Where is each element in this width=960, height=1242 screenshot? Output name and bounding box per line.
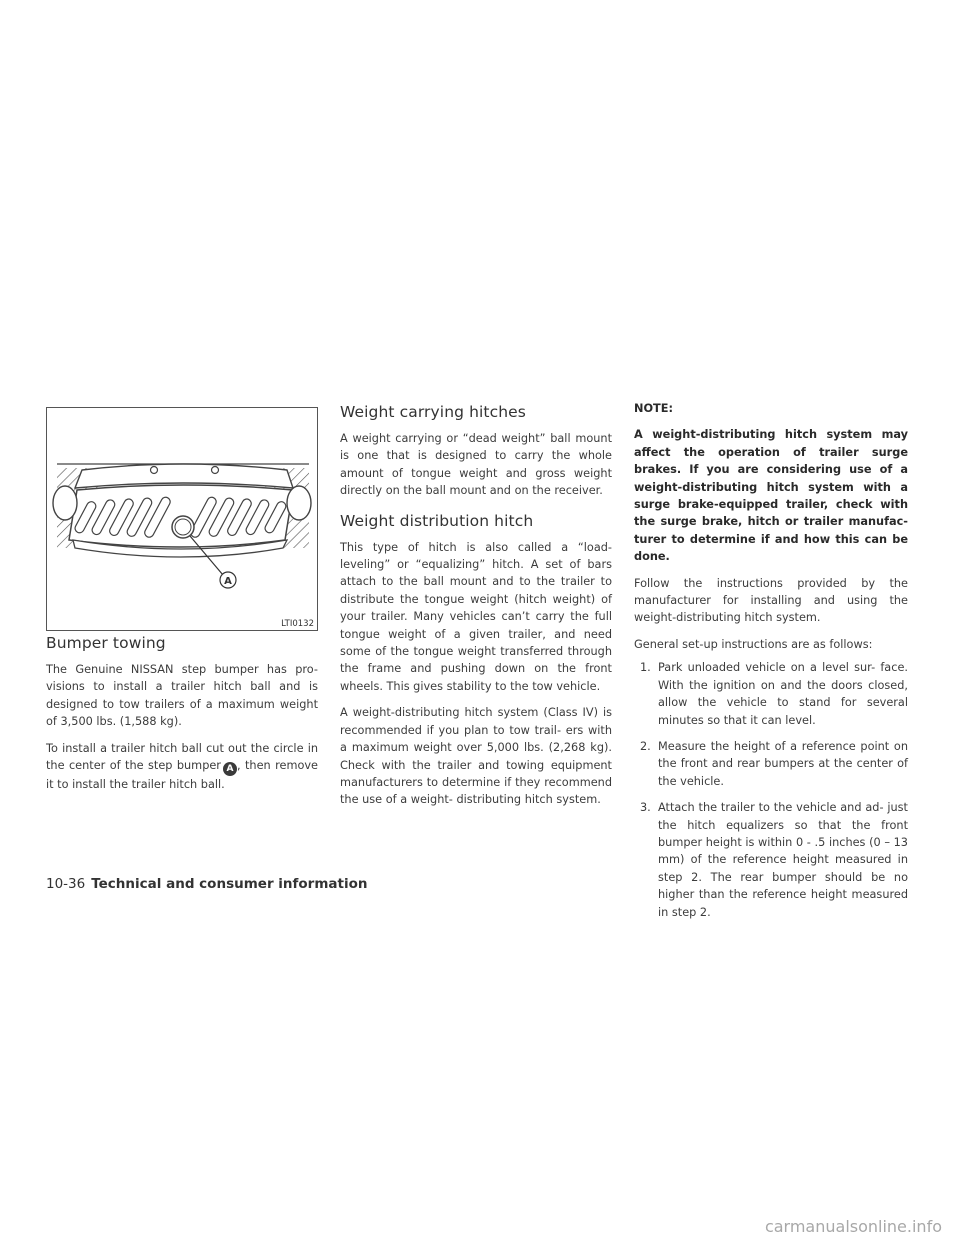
weight-carrying-paragraph: A weight carrying or “dead weight” ball mount is one that is designed to carry the whole amount of tongue weight and gross weight directly on the ball mount and on the receiver. [340, 432, 612, 498]
callout-a-label: A [224, 576, 232, 587]
page-number: 10-36 [46, 876, 86, 892]
heading-bumper-towing: Bumper towing [46, 634, 166, 652]
right-column [634, 400, 908, 921]
setup-step: 1. Park unloaded vehicle on a level sur- face. With the ignition on and the doors closed, allow the vehicle to stand for several minutes so that it can level. [640, 661, 908, 727]
note-text: A weight-distributing hitch system may affect the operation of trailer surge brakes. If you are considering use of a weight-distributing hitch system with a surge brake-equipped trailer, check with the surge brake, hitch or trailer manufac- turer to determine if and how this can be done. [634, 428, 908, 564]
step-bumper-drawing [47, 408, 317, 630]
note-label: NOTE: [634, 402, 673, 415]
weight-distribution-paragraph-1: This type of hitch is also called a “load- leveling” or “equalizing” hitch. A set of bars attach to the ball mount and to the trailer to distribute the tongue weight (hitch weight) of your trailer. Many vehicles can’t carry the full tongue weight of a given trailer, and need some of the tongue weight transferred through the frame and pushing down on the front wheels. This gives stability to the tow vehicle. [340, 540, 612, 693]
heading-weight-carrying-hitches: Weight carrying hitches [340, 403, 526, 421]
instructions-paragraph: Follow the instructions provided by the manufacturer for installing and using the weight-distributing hitch system. [634, 576, 908, 625]
section-title: Technical and consumer information [91, 876, 368, 892]
page-footer [46, 876, 367, 892]
setup-step: 2. Measure the height of a reference point on the front and rear bumpers at the center of the vehicle. [640, 739, 908, 788]
heading-weight-distribution-hitch: Weight distribution hitch [340, 511, 534, 530]
callout-a-inline: A [223, 762, 237, 776]
bolt-left [151, 467, 158, 474]
bumper-towing-paragraph-2 [46, 740, 318, 794]
setup-step: 3. Attach the trailer to the vehicle and ad- just the hitch equalizers so that the front bumper height is within 0 - .5 inches (0 – 13 mm) of the reference height measured in step 2. The rear bumper should be no higher than the reference height measured in step 2. [640, 801, 908, 919]
watermark: carmanualsonline.info [764, 1217, 942, 1236]
setup-intro: General set-up instructions are as follows: [634, 637, 873, 651]
p2-text-before: To install a trailer hitch ball cut out the circle in the center of the step bumper [46, 741, 318, 773]
bumper-towing-paragraph-1: The Genuine NISSAN step bumper has pro- visions to install a trailer hitch ball and is designed to tow trailers of a maximum weight of 3,500 lbs. (1,588 kg). [46, 663, 318, 729]
figure-code: LTI0132 [281, 619, 314, 629]
p2-text-after: , then remove it to install the trailer hitch ball. [46, 759, 318, 792]
weight-distribution-paragraph-2: A weight-distributing hitch system (Class IV) is recommended if you plan to tow trail- ers with a maximum weight over 5,000 lbs. (2,268 kg). Check with the trailer and towing equipment manufacturers to determine if they recommend the use of a weight- distributing hitch system. [340, 706, 612, 807]
setup-steps-list [634, 659, 908, 921]
left-column [46, 634, 318, 793]
bumper-illustration [46, 407, 318, 631]
bolt-right [212, 467, 219, 474]
middle-column [340, 403, 612, 809]
